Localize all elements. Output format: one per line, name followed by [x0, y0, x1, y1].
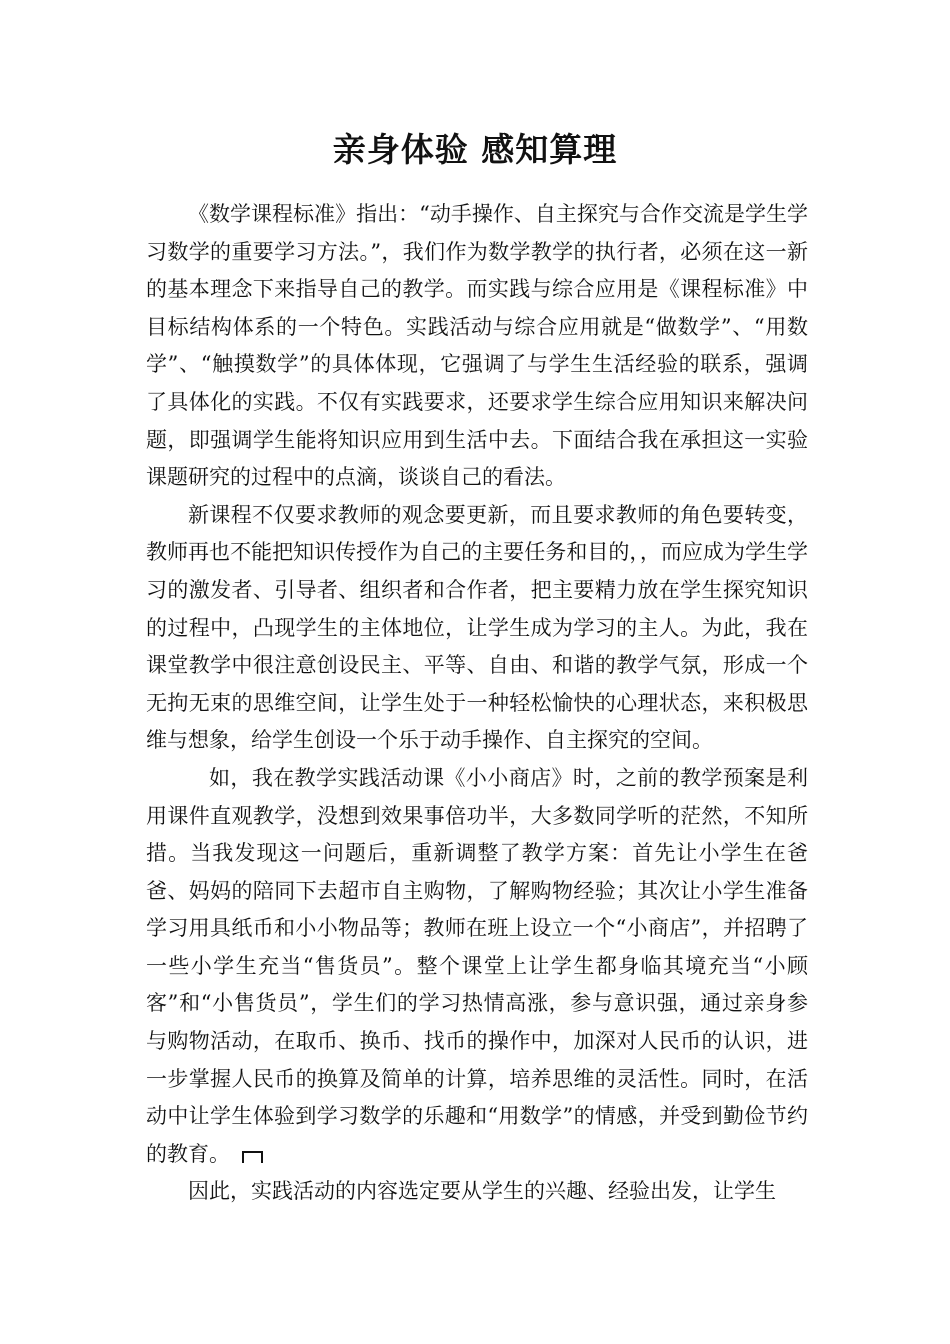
paragraph-4: 因此，实践活动的内容选定要从学生的兴趣、经验出发，让学生 — [188, 1179, 776, 1204]
document-body — [146, 196, 808, 1211]
paragraph-3-text: 如，我在教学实践活动课《小小商店》时，之前的教学预案是利用课件直观教学，没想到效果事倍功半，大多数同学听的茫然，不知所措。当我发现这一问题后，重新调整了教学方案：首先让小学生在爸爸、妈妈的陪同下去超市自主购物，了解购物经验；其次让小学生准备学习用具纸币和小小物品等；教师在班上设立一个“小商店”，并招聘了一些小学生充当“售货员”。整个课堂上让学生都身临其境充当“小顾客”和“小售货员”，学生们的学习热情高涨，参与意识强，通过亲身参与购物活动，在取币、换币、找币的操作中，加深对人民币的认识，进一步掌握人民币的换算及简单的计算，培养思维的灵活性。同时，在活动中让学生体验到学习数学的乐趣和“用数学”的情感，并受到勤俭节约的教育。 — [146, 765, 808, 1166]
page-title: 亲身体验 感知算理 — [332, 130, 618, 169]
paragraph-1: 《数学课程标准》指出：“动手操作、自主探究与合作交流是学生学习数学的重要学习方法。”，我们作为数学教学的执行者，必须在这一新的基本理念下来指导自己的教学。而实践与综合应用是《课程标准》中目标结构体系的一个特色。实践活动与综合应用就是“做数学”、“用数学”、“触摸数学”的具体体现，它强调了与学生生活经验的联系，强调了具体化的实践。不仅有实践要求，还要求学生综合应用知识来解决问题，即强调学生能将知识应用到生活中去。下面结合我在承担这一实验课题研究的过程中的点滴，谈谈自己的看法。 — [146, 202, 808, 490]
editing-mark-icon — [242, 1151, 263, 1163]
paragraph-2: 新课程不仅要求教师的观念要更新，而且要求教师的角色要转变，教师再也不能把知识传授作为自己的主要任务和目的，，而应成为学生学习的激发者、引导者、组织者和合作者，把主要精力放在学生探究知识的过程中，凸现学生的主体地位，让学生成为学习的主人。为此，我在课堂教学中很注意创设民主、平等、自由、和谐的教学气氛，形成一个无拘无束的思维空间，让学生处于一种轻松愉快的心理状态，来积极思维与想象，给学生创设一个乐于动手操作、自主探究的空间。 — [146, 502, 808, 753]
paragraph-3 — [146, 760, 808, 1174]
